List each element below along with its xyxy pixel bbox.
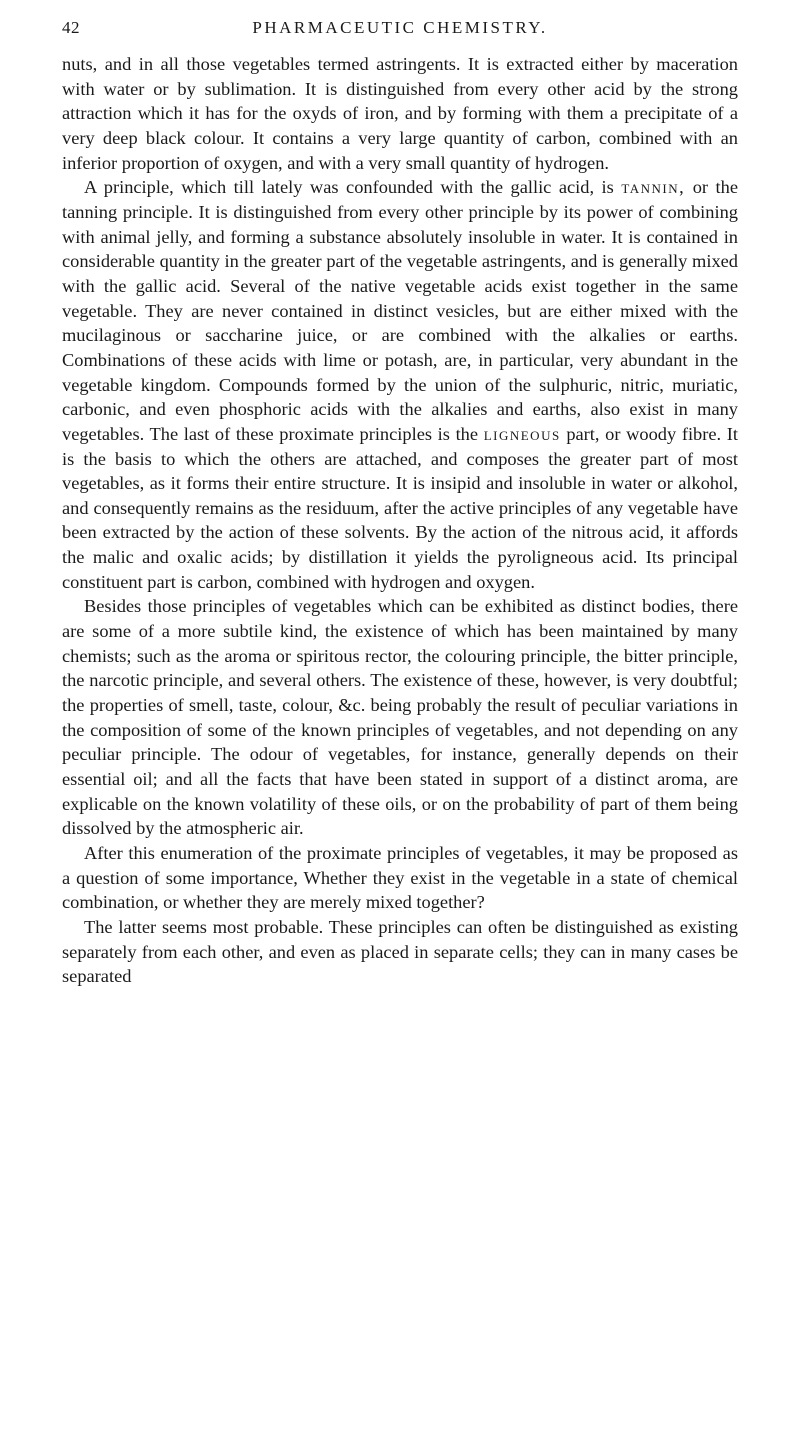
running-title: PHARMACEUTIC CHEMISTRY.	[252, 18, 548, 37]
term-tannin: tannin,	[621, 177, 686, 198]
paragraph-text: After this enumeration of the proximate principles of vegetables, it may be proposed as a question of some importance, Whether they exist in the vegetable in a state of chemical combination, or whether they are merely mixed together?	[62, 843, 738, 913]
body-text	[62, 52, 738, 989]
paragraph-answer	[62, 915, 738, 989]
paragraph-text: or the tanning principle. It is distinguished from every other principle by its power of combining with animal jelly, and forming a substance absolutely insoluble in water. It is contained in considerable quantity in the greater part of the vegetable astringents, and is generally mixed with the gallic acid. Several of the native vegetable acids exist together in the same vegetable. They are never contained in distinct vesicles, but are either mixed with the mucilaginous or saccharine juice, or are combined with the alkalies or earths. Combinations of these acids with lime or potash, are, in particular, very abundant in the vegetable kingdom. Compounds formed by the union of the sulphuric, nitric, muriatic, carbonic, and even phosphoric acids with the alkalies and earths, also exist in many vegetables. The last of these proximate principles is the	[62, 177, 738, 444]
paragraph-subtile-principles	[62, 594, 738, 841]
paragraph-text: The latter seems most probable. These principles can often be distinguished as existing separately from each other, and even as placed in separate cells; they can in many cases be separated	[62, 916, 738, 987]
paragraph-text: A principle, which till lately was confounded with the gallic acid, is	[84, 177, 622, 198]
page-number: 42	[62, 18, 80, 37]
paragraph-tannin	[62, 175, 738, 594]
paragraph-text: part, or woody fibre. It is the basis to which the others are attached, and composes the greater part of most vegetables, as it forms their entire structure. It is insipid and insoluble in water or alkohol, and consequently remains as the residuum, after the active principles of any vegetable have been extracted by the action of these solvents. By the action of the nitrous acid, it affords the malic and oxalic acids; by distillation it yields the pyroligneous acid. Its principal constituent part is carbon, combined with hydrogen and oxygen.	[62, 423, 739, 592]
paragraph-question	[62, 841, 738, 915]
paragraph-text: nuts, and in all those vegetables termed astringents. It is extracted either by maceration with water or by sublimation. It is distinguished from every other acid by the strong attraction which it has for the oxyds of iron, and by forming with them a precipitate of a very deep black colour. It contains a very large quantity of carbon, combined with an inferior proportion of oxygen, and with a very small quantity of hydrogen.	[62, 54, 738, 173]
paragraph-text: Besides those principles of vegetables which can be exhibited as distinct bodies, there are some of a more subtile kind, the existence of which has been maintained by many chemists; such as the aroma or spiritous rector, the colouring principle, the bitter principle, the narcotic principle, and several others. The existence of these, however, is very doubtful; the properties of smell, taste, colour, &c. being probably the result of peculiar variations in the composition of some of the known principles of vegetables, and not depending on any peculiar principle. The odour of vegetables, for instance, generally depends on their essential oil; and all the facts that have been stated in support of a distinct aroma, are explicable on the known volatility of these oils, or on the probability of part of them being dissolved by the atmospheric air.	[62, 596, 738, 839]
term-ligneous: ligneous	[483, 423, 561, 444]
paragraph-gallic-acid-continued	[62, 52, 738, 175]
running-head	[62, 18, 738, 48]
